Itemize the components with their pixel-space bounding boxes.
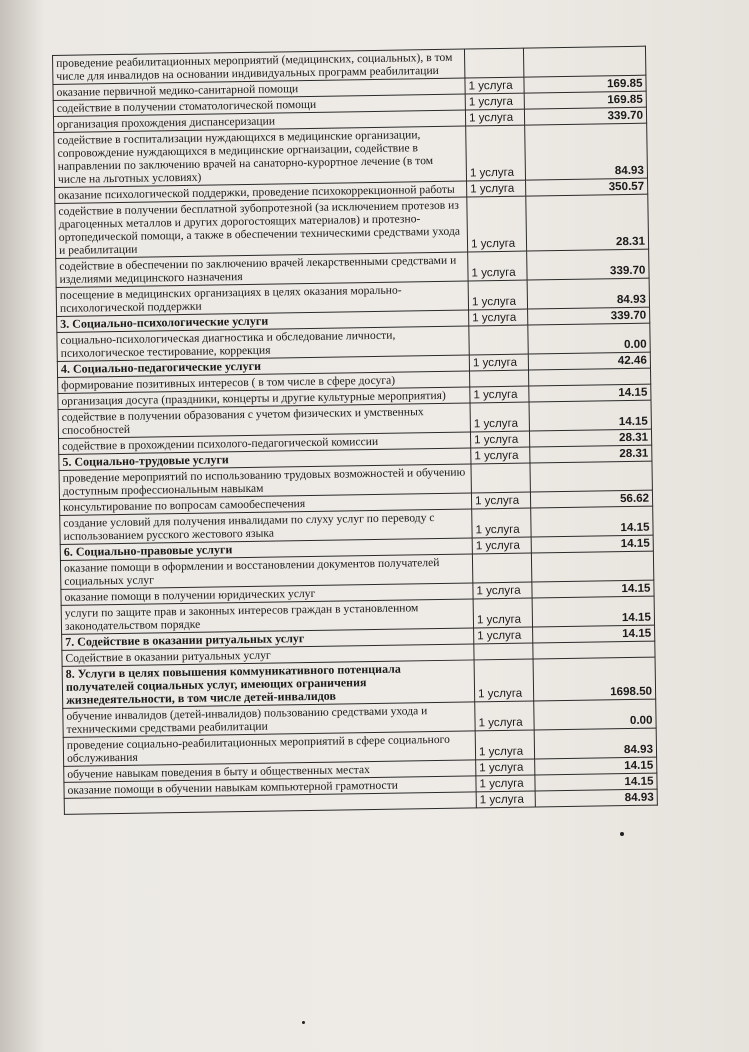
unit-cell: 1 услуга bbox=[472, 508, 531, 538]
service-name-cell: 4. Социально-педагогические услуги bbox=[57, 355, 469, 377]
price-cell: 42.46 bbox=[528, 352, 650, 370]
service-name-cell: консультирование по вопросам самообеспечения bbox=[59, 493, 471, 515]
service-name-cell: услуги по защите прав и законных интересов граждан в установленном законодательством порядке bbox=[61, 599, 473, 634]
unit-cell: 1 услуга bbox=[469, 309, 528, 326]
services-table-body bbox=[53, 46, 658, 814]
unit-cell: 1 услуга bbox=[470, 431, 529, 448]
unit-cell: 1 услуга bbox=[476, 775, 535, 792]
service-name-cell: 3. Социально-психологические услуги bbox=[57, 310, 469, 332]
unit-cell bbox=[474, 643, 533, 660]
service-name-cell: содействие в госпитализации нуждающихся в медицинские организации, сопровождение нуждающихся в медицинские оргнаизации, содействие в направлении по заключению врачей на санаторно-курортное лечение (в том числе на льготных условиях) bbox=[54, 126, 467, 187]
service-name-cell: содействие в обеспечении по заключению врачей лекарственными средствами и изделиями медицинского назначения bbox=[56, 252, 468, 287]
unit-cell: 1 услуга bbox=[465, 109, 524, 126]
price-cell: 28.31 bbox=[526, 194, 649, 251]
price-cell bbox=[531, 551, 653, 582]
service-name-cell: создание условий для получения инвалидами по слуху услуг по переводу с использованием русского жестового языка bbox=[60, 509, 472, 544]
price-cell: 14.15 bbox=[531, 535, 653, 553]
price-cell: 339.70 bbox=[528, 307, 650, 325]
unit-cell: 1 услуга bbox=[465, 77, 524, 94]
unit-cell bbox=[464, 48, 523, 78]
unit-cell: 1 услуга bbox=[471, 447, 530, 464]
unit-cell: 1 услуга bbox=[469, 354, 528, 371]
service-name-cell: оказание психологической поддержки, проведение психокоррекционной работы bbox=[55, 181, 467, 203]
price-cell bbox=[533, 641, 655, 659]
price-cell: 28.31 bbox=[529, 429, 651, 447]
unit-cell bbox=[472, 553, 531, 583]
unit-cell: 1 услуга bbox=[466, 125, 526, 181]
service-name-cell: проведение мероприятий по использованию трудовых возможностей и обучению доступным профессиональным навыкам bbox=[59, 464, 471, 499]
price-cell: 14.15 bbox=[531, 506, 653, 537]
service-name-cell: проведение социально-реабилитационных мероприятий в сфере социального обслуживания bbox=[63, 731, 475, 766]
scan-edge-shadow bbox=[0, 0, 44, 1052]
service-name-cell: оказание помощи в получении юридических услуг bbox=[61, 583, 473, 605]
service-name-cell: формирование позитивных интересов ( в том числе в сфере досуга) bbox=[58, 371, 470, 393]
service-name-cell: содействие в получении бесплатной зубопротезной (за исключением протезов из драгоценных металлов и других дорогостоящих материалов) и протезно-ортопедической помощи, а также в обеспечении техническими средствами ухода и реабилитации bbox=[55, 197, 468, 258]
unit-cell: 1 услуга bbox=[476, 791, 535, 808]
service-row bbox=[55, 194, 649, 258]
service-name-cell: содействие в получении стоматологической помощи bbox=[53, 94, 465, 116]
price-cell: 14.15 bbox=[532, 596, 654, 627]
price-cell: 339.70 bbox=[527, 249, 649, 280]
price-cell: 14.15 bbox=[535, 757, 657, 775]
service-name-cell: содействие в получении образования с учетом физических и умственных способностей bbox=[58, 403, 470, 438]
service-name-cell: 8. Услуги в целях повышения коммуникативного потенциала получателей социальных услуг, имеющих ограничения жизнедеятельности, в том числе детей-инвалидов bbox=[62, 660, 475, 708]
price-cell: 84.93 bbox=[535, 789, 657, 807]
price-cell: 14.15 bbox=[535, 773, 657, 791]
price-cell: 0.00 bbox=[528, 323, 650, 354]
service-name-cell: содействие в прохождении психолого-педагогической комиссии bbox=[59, 432, 471, 454]
price-cell: 84.93 bbox=[525, 123, 648, 180]
service-name-cell: обучение инвалидов (детей-инвалидов) пользованию средствами ухода и техническими средствами реабилитации bbox=[63, 702, 475, 737]
service-name-cell: обучение навыкам поведения в быту и общественных местах bbox=[64, 760, 476, 782]
unit-cell: 1 услуга bbox=[467, 180, 526, 197]
unit-cell bbox=[469, 325, 528, 355]
service-name-cell: Содействие в оказании ритуальных услуг bbox=[62, 644, 474, 666]
service-name-cell: 7. Содействие в оказании ритуальных услуг bbox=[62, 628, 474, 650]
service-name-cell: организация досуга (праздники, концерты и другие культурные мероприятия) bbox=[58, 387, 470, 409]
unit-cell: 1 услуга bbox=[468, 251, 527, 281]
service-name-cell: оказание помощи в оформлении и восстановлении документов получателей социальных услуг bbox=[60, 554, 472, 589]
price-cell: 169.85 bbox=[524, 75, 646, 93]
service-name-cell: 5. Социально-трудовые услуги bbox=[59, 448, 471, 470]
price-cell: 169.85 bbox=[524, 91, 646, 109]
services-price-table bbox=[52, 46, 658, 815]
service-row bbox=[54, 123, 648, 187]
unit-cell: 1 услуга bbox=[475, 701, 534, 731]
price-cell: 1698.50 bbox=[533, 657, 656, 701]
service-name-cell: оказание помощи в обучении навыкам компьютерной грамотности bbox=[64, 776, 476, 798]
scan-speck bbox=[302, 1021, 305, 1024]
service-name-cell: 6. Социально-правовые услуги bbox=[60, 538, 472, 560]
unit-cell: 1 услуга bbox=[468, 280, 527, 310]
unit-cell: 1 услуга bbox=[471, 492, 530, 509]
service-name-cell: посещение в медицинских организациях в целях оказания морально-психологической поддержки bbox=[56, 281, 468, 316]
unit-cell: 1 услуга bbox=[475, 730, 534, 760]
price-cell: 14.15 bbox=[529, 384, 651, 402]
price-cell: 350.57 bbox=[526, 178, 648, 196]
service-name-cell: оказание первичной медико-санитарной помощи bbox=[53, 78, 465, 100]
service-name-cell: социально-психологическая диагностика и обследование личности, психологическое тестирование, коррекция bbox=[57, 326, 469, 361]
price-cell bbox=[530, 461, 652, 492]
price-cell: 14.15 bbox=[532, 580, 654, 598]
unit-cell: 1 услуга bbox=[474, 659, 534, 702]
price-cell: 14.15 bbox=[529, 400, 651, 431]
price-cell: 56.62 bbox=[530, 490, 652, 508]
price-cell bbox=[529, 368, 651, 386]
unit-cell: 1 услуга bbox=[467, 196, 527, 252]
price-cell: 84.93 bbox=[527, 278, 649, 309]
price-cell: 339.70 bbox=[524, 107, 646, 125]
price-cell bbox=[523, 46, 645, 77]
service-name-cell: проведение реабилитационных мероприятий (медицинских, социальных), в том числе для инвалидов на основании индивидуальных программ реабилитации bbox=[53, 49, 465, 84]
price-cell: 28.31 bbox=[530, 445, 652, 463]
unit-cell: 1 услуга bbox=[472, 537, 531, 554]
unit-cell: 1 услуга bbox=[473, 582, 532, 599]
price-cell: 14.15 bbox=[533, 625, 655, 643]
unit-cell: 1 услуга bbox=[473, 598, 532, 628]
service-name-cell: организация прохождения диспансеризации bbox=[53, 110, 465, 132]
unit-cell: 1 услуга bbox=[470, 386, 529, 403]
price-cell: 0.00 bbox=[534, 699, 656, 730]
unit-cell bbox=[471, 463, 530, 493]
unit-cell: 1 услуга bbox=[470, 402, 529, 432]
unit-cell: 1 услуга bbox=[465, 93, 524, 110]
unit-cell bbox=[470, 370, 529, 387]
unit-cell: 1 услуга bbox=[474, 627, 533, 644]
unit-cell: 1 услуга bbox=[476, 759, 535, 776]
price-cell: 84.93 bbox=[534, 728, 656, 759]
scan-speck bbox=[620, 832, 624, 836]
